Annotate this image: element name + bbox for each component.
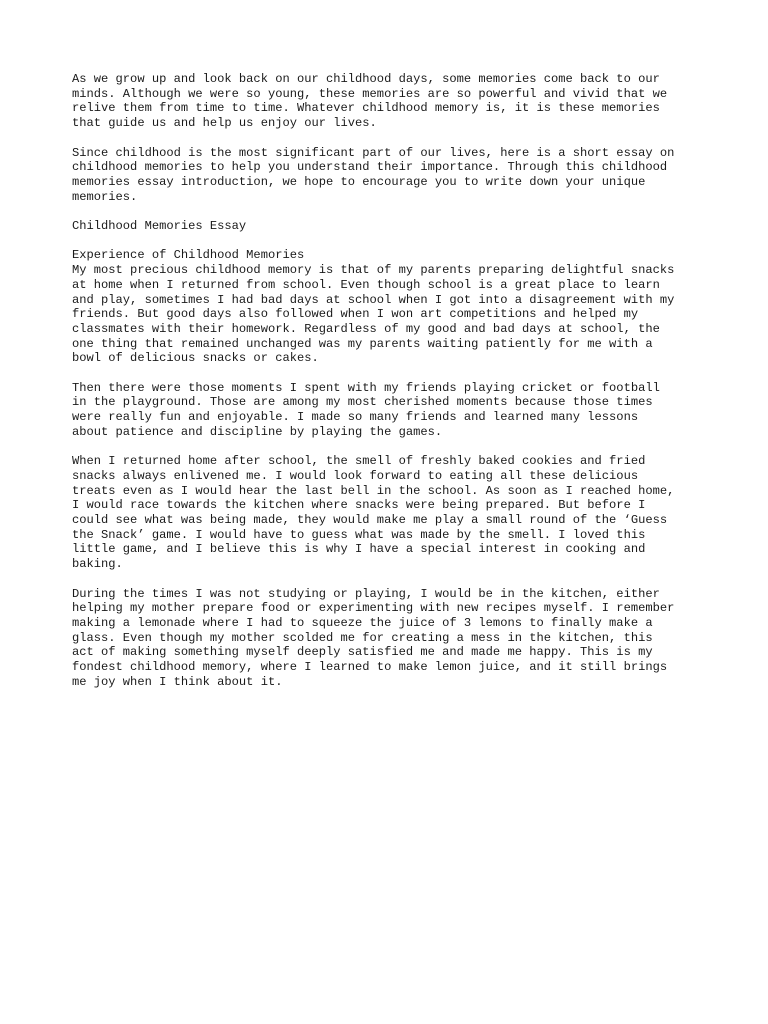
essay-title: Childhood Memories Essay <box>72 219 247 233</box>
document-page <box>72 72 712 704</box>
body-paragraph-3: When I returned home after school, the smell of freshly baked cookies and fried snacks always enlivened me. I would look forward to eating all these delicious treats even as I would hear the last bell in the school. As soon as I reached home, I would race towards the kitchen where snacks were being prepared. But before I could see what was being made, they would make me play a small round of the ‘Guess the Snack’ game. I would have to guess what was made by the smell. I loved this little game, and I believe this is why I have a special interest in cooking and baking. <box>72 454 675 572</box>
intro-paragraph-2: Since childhood is the most significant part of our lives, here is a short essay on childhood memories to help you understand their importance. Through this childhood memories essay introduction, we hope to encourage you to write down your unique memories. <box>72 145 675 204</box>
intro-paragraph-1: As we grow up and look back on our childhood days, some memories come back to our minds. Although we were so young, these memories are so powerful and vivid that we relive them from time to time. Whatever childhood memory is, it is these memories that guide us and help us enjoy our lives. <box>72 72 668 131</box>
body-paragraph-4: During the times I was not studying or playing, I would be in the kitchen, either helping my mother prepare food or experimenting with new recipes myself. I remember making a lemonade where I had to squeeze the juice of 3 lemons to finally make a glass. Even though my mother scolded me for creating a mess in the kitchen, this act of making something myself deeply satisfied me and made me happy. This is my fondest childhood memory, where I learned to make lemon juice, and it still brings me joy when I think about it. <box>72 586 675 689</box>
section-heading: Experience of Childhood Memories <box>72 248 305 263</box>
body-paragraph-1: My most precious childhood memory is that of my parents preparing delightful snacks at home when I returned from school. Even though school is a great place to learn and play, sometimes I had bad days at school when I got into a disagreement with my friends. But good days also followed when I won art competitions and helped my classmates with their homework. Regardless of my good and bad days at school, the one thing that remained unchanged was my parents waiting patiently for me with a bowl of delicious snacks or cakes. <box>72 263 675 366</box>
body-paragraph-2: Then there were those moments I spent with my friends playing cricket or football in the playground. Those are among my most cherished moments because those times were really fun and enjoyable. I made so many friends and learned many lessons about patience and discipline by playing the games. <box>72 380 660 439</box>
